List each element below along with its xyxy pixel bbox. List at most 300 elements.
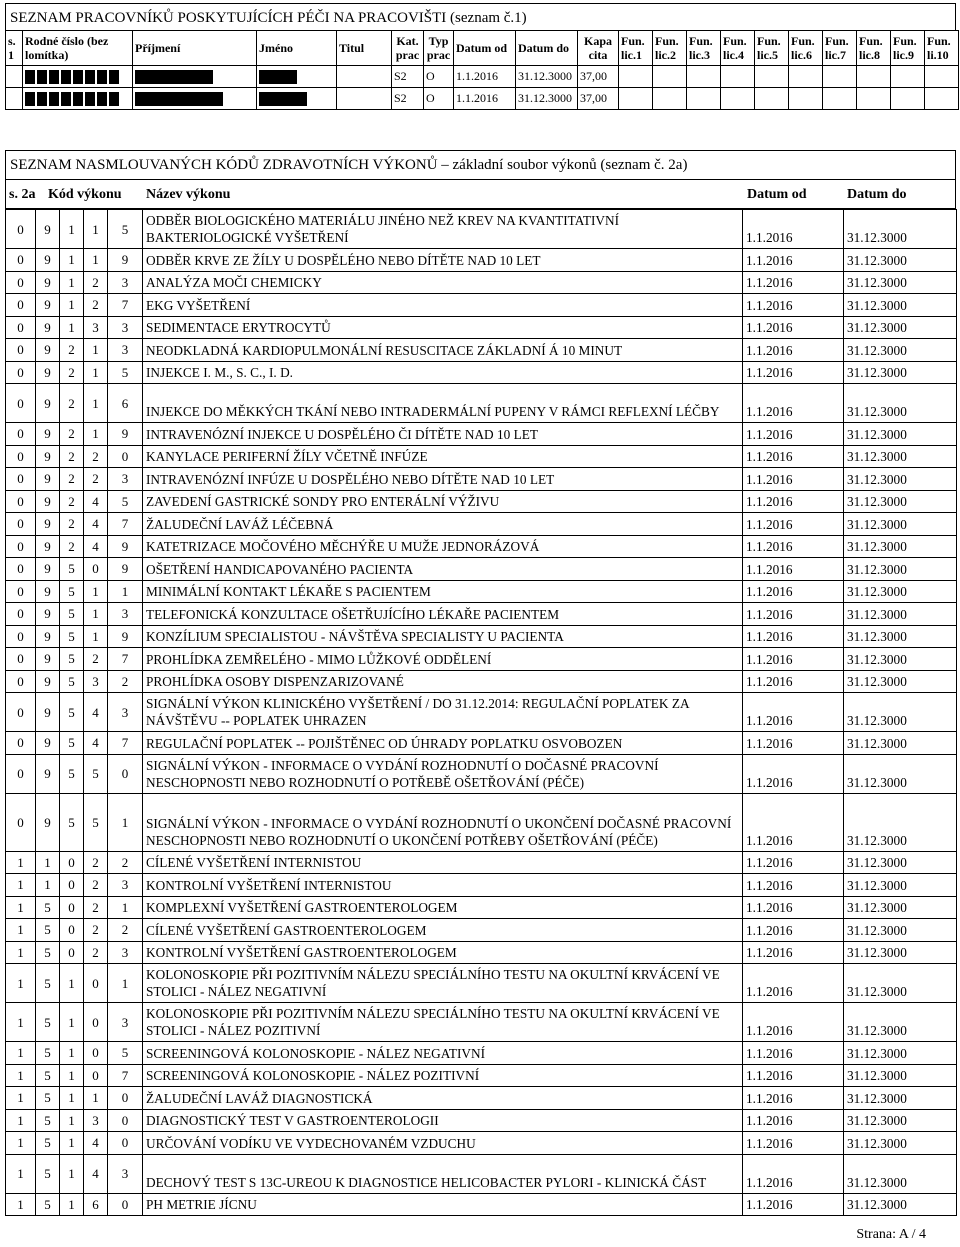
code-digit: 1	[6, 1193, 36, 1216]
datum-do-cell: 31.12.3000	[844, 896, 957, 919]
procedure-row	[6, 384, 957, 423]
procedure-row	[6, 851, 957, 874]
fun-lic-cell	[823, 66, 857, 88]
datum-do-cell: 31.12.3000	[844, 754, 957, 793]
header-rodne-cislo: Rodné číslo (bez lomítka)	[23, 31, 133, 66]
code-digit: 1	[84, 384, 108, 423]
procedure-name: TELEFONICKÁ KONZULTACE OŠETŘUJÍCÍHO LÉKAŘE PACIENTEM	[143, 603, 743, 626]
datum-do-cell: 31.12.3000	[844, 1193, 957, 1216]
code-digit: 4	[84, 693, 108, 732]
code-digit: 0	[6, 603, 36, 626]
code-digit: 9	[108, 535, 143, 558]
datum-od-cell: 1.1.2016	[743, 964, 844, 1003]
header-fun-lic-2: Fun. lic.2	[653, 31, 687, 66]
code-digit: 1	[84, 1087, 108, 1110]
datum-od-cell: 1.1.2016	[743, 1003, 844, 1042]
procedure-row	[6, 445, 957, 468]
code-digit: 1	[6, 1003, 36, 1042]
datum-od-cell: 1.1.2016	[743, 271, 844, 294]
code-digit: 0	[6, 294, 36, 317]
header-nazev-vykonu: Název výkonu	[146, 187, 231, 202]
code-digit: 2	[60, 384, 84, 423]
fun-lic-cell	[653, 88, 687, 110]
code-digit: 5	[36, 1193, 60, 1216]
kapacita-cell: 37,00	[578, 66, 619, 88]
code-digit: 9	[36, 361, 60, 384]
code-digit: 1	[60, 1154, 84, 1193]
datum-od-cell: 1.1.2016	[743, 513, 844, 536]
code-digit: 0	[6, 384, 36, 423]
header-fun-lic-8: Fun. lic.8	[857, 31, 891, 66]
code-digit: 2	[60, 535, 84, 558]
datum-do-cell: 31.12.3000	[844, 851, 957, 874]
fun-lic-cell	[857, 88, 891, 110]
procedure-name: KATETRIZACE MOČOVÉHO MĚCHÝŘE U MUŽE JEDNORÁZOVÁ	[143, 535, 743, 558]
code-digit: 0	[6, 210, 36, 249]
code-digit: 1	[6, 1042, 36, 1065]
header-datum-do: Datum do	[516, 31, 578, 66]
fun-lic-cell	[653, 66, 687, 88]
code-digit: 3	[108, 941, 143, 964]
datum-od-cell: 1.1.2016	[743, 316, 844, 339]
procedure-name: SIGNÁLNÍ VÝKON - INFORMACE O VYDÁNÍ ROZHODNUTÍ O UKONČENÍ DOČASNÉ PRACOVNÍ NESCHOPNOSTI NEBO ROZHODNUTÍ O UKONČENÍ POTŘEBY OŠETŘOVÁNÍ (PÉČE)	[143, 793, 743, 851]
code-digit: 5	[108, 361, 143, 384]
procedure-name: ZAVEDENÍ GASTRICKÉ SONDY PRO ENTERÁLNÍ VÝŽIVU	[143, 490, 743, 513]
code-digit: 5	[60, 580, 84, 603]
procedure-row	[6, 249, 957, 272]
fun-lic-cell	[891, 88, 925, 110]
code-digit: 5	[36, 1087, 60, 1110]
datum-od-cell: 1.1.2016	[743, 445, 844, 468]
code-digit: 9	[36, 670, 60, 693]
datum-od-cell: 1.1.2016	[743, 732, 844, 755]
datum-od-cell: 1.1.2016	[743, 361, 844, 384]
code-digit: 7	[108, 732, 143, 755]
s1-cell	[6, 66, 23, 88]
datum-do-cell: 31.12.3000	[844, 361, 957, 384]
code-digit: 2	[84, 468, 108, 491]
datum-do-cell: 31.12.3000	[844, 793, 957, 851]
header-fun-lic-6: Fun. lic.6	[789, 31, 823, 66]
datum-od-cell: 1.1.2016	[743, 1064, 844, 1087]
datum-do-cell: 31.12.3000	[844, 964, 957, 1003]
code-digit: 2	[60, 513, 84, 536]
code-digit: 5	[36, 1042, 60, 1065]
code-digit: 1	[60, 1042, 84, 1065]
datum-od-cell: 1.1.2016	[743, 1193, 844, 1216]
procedure-name: ŽALUDEČNÍ LAVÁŽ DIAGNOSTICKÁ	[143, 1087, 743, 1110]
datum-do-cell: 31.12.3000	[844, 1109, 957, 1132]
code-digit: 2	[84, 294, 108, 317]
procedure-row	[6, 941, 957, 964]
code-digit: 0	[6, 423, 36, 446]
code-digit: 1	[84, 423, 108, 446]
code-digit: 0	[108, 445, 143, 468]
procedure-name: KONTROLNÍ VYŠETŘENÍ INTERNISTOU	[143, 874, 743, 897]
code-digit: 9	[36, 249, 60, 272]
code-digit: 5	[60, 754, 84, 793]
code-digit: 0	[84, 964, 108, 1003]
datum-od-cell: 1.1.2016	[743, 1109, 844, 1132]
datum-do-cell: 31.12.3000	[844, 271, 957, 294]
header-s1: s. 1	[6, 31, 23, 66]
procedure-row	[6, 1087, 957, 1110]
procedure-row	[6, 754, 957, 793]
procedure-row	[6, 793, 957, 851]
code-digit: 0	[6, 490, 36, 513]
code-digit: 2	[60, 490, 84, 513]
procedure-name: DIAGNOSTICKÝ TEST V GASTROENTEROLOGII	[143, 1109, 743, 1132]
header-s2a: s. 2a	[9, 187, 36, 202]
code-digit: 2	[60, 339, 84, 362]
header-kat: Kat. prac	[392, 31, 424, 66]
code-digit: 9	[36, 490, 60, 513]
code-digit: 5	[36, 941, 60, 964]
datum-od-cell: 1.1.2016	[743, 896, 844, 919]
code-digit: 4	[84, 1154, 108, 1193]
procedures-table-header	[5, 179, 956, 209]
procedure-name: SIGNÁLNÍ VÝKON KLINICKÉHO VYŠETŘENÍ / DO 31.12.2014: REGULAČNÍ POPLATEK ZA NÁVŠTĚVU -- POPLATEK UHRAZEN	[143, 693, 743, 732]
datum-od-cell: 1.1.2016	[743, 384, 844, 423]
datum-do-cell: 31.12.3000	[844, 339, 957, 362]
code-digit: 0	[6, 535, 36, 558]
code-digit: 1	[36, 874, 60, 897]
code-digit: 0	[6, 648, 36, 671]
datum-do-cell: 31.12.3000	[844, 210, 957, 249]
s1-cell	[6, 88, 23, 110]
code-digit: 5	[36, 1003, 60, 1042]
datum-od-cell: 1.1.2016	[454, 88, 516, 110]
prijmeni-redacted	[133, 88, 257, 110]
procedure-row	[6, 732, 957, 755]
header-fun-lic-5: Fun. lic.5	[755, 31, 789, 66]
fun-lic-cell	[619, 88, 653, 110]
datum-do-cell: 31.12.3000	[844, 1132, 957, 1155]
code-digit: 1	[60, 294, 84, 317]
code-digit: 5	[36, 896, 60, 919]
code-digit: 0	[6, 670, 36, 693]
procedure-row	[6, 648, 957, 671]
code-digit: 5	[84, 793, 108, 851]
code-digit: 0	[6, 625, 36, 648]
code-digit: 3	[108, 271, 143, 294]
code-digit: 9	[108, 625, 143, 648]
datum-do-cell: 31.12.3000	[844, 490, 957, 513]
procedure-row	[6, 423, 957, 446]
code-digit: 6	[84, 1193, 108, 1216]
procedure-row	[6, 603, 957, 626]
procedure-name: SCREENINGOVÁ KOLONOSKOPIE - NÁLEZ NEGATIVNÍ	[143, 1042, 743, 1065]
code-digit: 0	[6, 271, 36, 294]
code-digit: 3	[108, 468, 143, 491]
datum-do-cell: 31.12.3000	[844, 316, 957, 339]
code-digit: 2	[108, 851, 143, 874]
procedure-row	[6, 896, 957, 919]
procedure-name: SEDIMENTACE ERYTROCYTŮ	[143, 316, 743, 339]
code-digit: 4	[84, 1132, 108, 1155]
code-digit: 9	[36, 271, 60, 294]
code-digit: 0	[6, 513, 36, 536]
code-digit: 9	[36, 693, 60, 732]
code-digit: 7	[108, 513, 143, 536]
procedure-name: EKG VYŠETŘENÍ	[143, 294, 743, 317]
code-digit: 0	[6, 793, 36, 851]
code-digit: 1	[60, 1109, 84, 1132]
code-digit: 1	[84, 580, 108, 603]
procedure-row	[6, 535, 957, 558]
code-digit: 0	[84, 1042, 108, 1065]
procedure-row	[6, 1109, 957, 1132]
code-digit: 1	[108, 896, 143, 919]
code-digit: 1	[84, 339, 108, 362]
datum-do-cell: 31.12.3000	[844, 468, 957, 491]
code-digit: 1	[84, 603, 108, 626]
fun-lic-cell	[823, 88, 857, 110]
code-digit: 3	[108, 316, 143, 339]
procedure-name: PROHLÍDKA OSOBY DISPENZARIZOVANÉ	[143, 670, 743, 693]
datum-do-cell: 31.12.3000	[844, 294, 957, 317]
code-digit: 9	[36, 580, 60, 603]
procedure-row	[6, 1042, 957, 1065]
code-digit: 1	[6, 1132, 36, 1155]
code-digit: 0	[60, 919, 84, 942]
code-digit: 9	[36, 558, 60, 581]
fun-lic-cell	[891, 66, 925, 88]
code-digit: 5	[36, 919, 60, 942]
page-number: Strana: A / 4	[856, 1227, 926, 1242]
code-digit: 1	[60, 1193, 84, 1216]
code-digit: 1	[6, 1064, 36, 1087]
code-digit: 9	[36, 445, 60, 468]
fun-lic-cell	[755, 88, 789, 110]
fun-lic-cell	[619, 66, 653, 88]
code-digit: 3	[84, 670, 108, 693]
datum-od-cell: 1.1.2016	[743, 693, 844, 732]
code-digit: 1	[108, 580, 143, 603]
datum-do-cell: 31.12.3000	[844, 1154, 957, 1193]
code-digit: 4	[84, 490, 108, 513]
code-digit: 3	[108, 1003, 143, 1042]
datum-do-cell: 31.12.3000	[844, 693, 957, 732]
code-digit: 0	[6, 445, 36, 468]
datum-od-cell: 1.1.2016	[743, 558, 844, 581]
datum-od-cell: 1.1.2016	[743, 1154, 844, 1193]
datum-od-cell: 1.1.2016	[743, 941, 844, 964]
datum-do-cell: 31.12.3000	[844, 558, 957, 581]
code-digit: 1	[60, 249, 84, 272]
code-digit: 5	[60, 603, 84, 626]
code-digit: 7	[108, 294, 143, 317]
procedure-row	[6, 361, 957, 384]
datum-do-cell: 31.12.3000	[844, 423, 957, 446]
code-digit: 5	[108, 490, 143, 513]
procedure-name: KONTROLNÍ VYŠETŘENÍ GASTROENTEROLOGEM	[143, 941, 743, 964]
procedure-name: PH METRIE JÍCNU	[143, 1193, 743, 1216]
code-digit: 0	[60, 941, 84, 964]
code-digit: 0	[6, 558, 36, 581]
code-digit: 5	[60, 670, 84, 693]
datum-od-cell: 1.1.2016	[743, 670, 844, 693]
procedure-row	[6, 1193, 957, 1216]
procedure-name: DECHOVÝ TEST S 13C-UREOU K DIAGNOSTICE HELICOBACTER PYLORI - KLINICKÁ ČÁST	[143, 1154, 743, 1193]
titul-cell	[337, 88, 392, 110]
code-digit: 5	[36, 1064, 60, 1087]
code-digit: 9	[36, 513, 60, 536]
procedure-row	[6, 964, 957, 1003]
code-digit: 9	[36, 384, 60, 423]
code-digit: 1	[6, 896, 36, 919]
procedure-name: KOLONOSKOPIE PŘI POZITIVNÍM NÁLEZU SPECIÁLNÍHO TESTU NA OKULTNÍ KRVÁCENÍ VE STOLICI - NÁLEZ POZITIVNÍ	[143, 1003, 743, 1042]
code-digit: 5	[60, 793, 84, 851]
header-kapacita: Kapa cita	[578, 31, 619, 66]
datum-do-cell: 31.12.3000	[844, 445, 957, 468]
procedures-table	[5, 209, 957, 1216]
code-digit: 5	[36, 964, 60, 1003]
code-digit: 0	[60, 874, 84, 897]
procedure-row	[6, 1132, 957, 1155]
code-digit: 2	[60, 361, 84, 384]
code-digit: 1	[84, 625, 108, 648]
datum-do-cell: 31.12.3000	[844, 648, 957, 671]
code-digit: 2	[60, 445, 84, 468]
datum-do-cell: 31.12.3000	[844, 580, 957, 603]
kapacita-cell: 37,00	[578, 88, 619, 110]
datum-do-cell: 31.12.3000	[844, 249, 957, 272]
code-digit: 1	[60, 1087, 84, 1110]
code-digit: 1	[60, 316, 84, 339]
code-digit: 2	[84, 874, 108, 897]
procedure-name: INJEKCE I. M., S. C., I. D.	[143, 361, 743, 384]
procedure-row	[6, 558, 957, 581]
code-digit: 0	[6, 339, 36, 362]
datum-do-cell: 31.12.3000	[844, 625, 957, 648]
procedure-name: SIGNÁLNÍ VÝKON - INFORMACE O VYDÁNÍ ROZHODNUTÍ O DOČASNÉ PRACOVNÍ NESCHOPNOSTI NEBO ROZHODNUTÍ O POTŘEBĚ OŠETŘOVÁNÍ (PÉČE)	[143, 754, 743, 793]
procedure-name: INJEKCE DO MĚKKÝCH TKÁNÍ NEBO INTRADERMÁLNÍ PUPENY V RÁMCI REFLEXNÍ LÉČBY	[143, 384, 743, 423]
datum-od-cell: 1.1.2016	[743, 249, 844, 272]
procedure-name: INTRAVENÓZNÍ INFÚZE U DOSPĚLÉHO NEBO DÍTĚTE NAD 10 LET	[143, 468, 743, 491]
datum-od-cell: 1.1.2016	[743, 535, 844, 558]
code-digit: 3	[108, 603, 143, 626]
code-digit: 1	[60, 1132, 84, 1155]
code-digit: 2	[60, 423, 84, 446]
code-digit: 5	[84, 754, 108, 793]
datum-od-cell: 1.1.2016	[743, 754, 844, 793]
code-digit: 5	[60, 693, 84, 732]
code-digit: 5	[36, 1132, 60, 1155]
code-digit: 2	[84, 445, 108, 468]
datum-do-cell: 31.12.3000	[844, 535, 957, 558]
datum-do-cell: 31.12.3000	[844, 732, 957, 755]
rodne-cislo-redacted	[23, 88, 133, 110]
titul-cell	[337, 66, 392, 88]
header-datum-do: Datum do	[847, 187, 907, 202]
procedure-name: KOMPLEXNÍ VYŠETŘENÍ GASTROENTEROLOGEM	[143, 896, 743, 919]
code-digit: 1	[6, 1154, 36, 1193]
code-digit: 5	[36, 1109, 60, 1132]
code-digit: 5	[60, 648, 84, 671]
fun-lic-cell	[721, 66, 755, 88]
code-digit: 1	[36, 851, 60, 874]
code-digit: 9	[108, 423, 143, 446]
code-digit: 3	[84, 1109, 108, 1132]
prijmeni-redacted	[133, 66, 257, 88]
code-digit: 5	[60, 625, 84, 648]
procedure-name: ODBĚR BIOLOGICKÉHO MATERIÁLU JINÉHO NEŽ KREV NA KVANTITATIVNÍ BAKTERIOLOGICKÉ VYŠETŘENÍ	[143, 210, 743, 249]
datum-do-cell: 31.12.3000	[844, 1087, 957, 1110]
datum-do-cell: 31.12.3000	[844, 941, 957, 964]
datum-od-cell: 1.1.2016	[743, 603, 844, 626]
datum-od-cell: 1.1.2016	[743, 1042, 844, 1065]
procedure-name: NEODKLADNÁ KARDIOPULMONÁLNÍ RESUSCITACE ZÁKLADNÍ Á 10 MINUT	[143, 339, 743, 362]
header-kod-vykonu: Kód výkonu	[48, 187, 122, 202]
datum-do-cell: 31.12.3000	[844, 1003, 957, 1042]
datum-do-cell: 31.12.3000	[844, 603, 957, 626]
procedure-row	[6, 1003, 957, 1042]
procedure-row	[6, 490, 957, 513]
fun-lic-cell	[857, 66, 891, 88]
code-digit: 0	[84, 1003, 108, 1042]
datum-od-cell: 1.1.2016	[743, 210, 844, 249]
code-digit: 0	[84, 558, 108, 581]
datum-do-cell: 31.12.3000	[844, 919, 957, 942]
code-digit: 9	[36, 316, 60, 339]
fun-lic-cell	[789, 66, 823, 88]
datum-do-cell: 31.12.3000	[516, 88, 578, 110]
datum-do-cell: 31.12.3000	[844, 670, 957, 693]
code-digit: 1	[6, 1109, 36, 1132]
procedure-row	[6, 339, 957, 362]
code-digit: 1	[6, 874, 36, 897]
code-digit: 2	[108, 670, 143, 693]
code-digit: 2	[108, 919, 143, 942]
header-datum-od: Datum od	[747, 187, 807, 202]
procedure-row	[6, 1154, 957, 1193]
datum-do-cell: 31.12.3000	[844, 1042, 957, 1065]
kat-cell: S2	[392, 88, 424, 110]
procedure-name: INTRAVENÓZNÍ INJEKCE U DOSPĚLÉHO ČI DÍTĚTE NAD 10 LET	[143, 423, 743, 446]
fun-lic-cell	[687, 66, 721, 88]
code-digit: 2	[84, 271, 108, 294]
code-digit: 0	[84, 1064, 108, 1087]
code-digit: 4	[84, 732, 108, 755]
datum-do-cell: 31.12.3000	[844, 1064, 957, 1087]
document-page	[5, 3, 956, 1216]
datum-do-cell: 31.12.3000	[844, 384, 957, 423]
procedure-name: REGULAČNÍ POPLATEK -- POJIŠTĚNEC OD ÚHRADY POPLATKU OSVOBOZEN	[143, 732, 743, 755]
code-digit: 9	[36, 210, 60, 249]
code-digit: 0	[108, 1193, 143, 1216]
header-prijmeni: Příjmení	[133, 31, 257, 66]
procedure-name: PROHLÍDKA ZEMŘELÉHO - MIMO LŮŽKOVÉ ODDĚLENÍ	[143, 648, 743, 671]
code-digit: 9	[36, 648, 60, 671]
code-digit: 2	[84, 896, 108, 919]
procedure-row	[6, 670, 957, 693]
code-digit: 3	[84, 316, 108, 339]
header-titul: Titul	[337, 31, 392, 66]
code-digit: 1	[60, 964, 84, 1003]
code-digit: 1	[6, 851, 36, 874]
header-fun-lic-7: Fun. lic.7	[823, 31, 857, 66]
code-digit: 1	[60, 210, 84, 249]
header-fun-lic-4: Fun. lic.4	[721, 31, 755, 66]
rodne-cislo-redacted	[23, 66, 133, 88]
datum-od-cell: 1.1.2016	[743, 625, 844, 648]
header-fun-lic-1: Fun. lic.1	[619, 31, 653, 66]
procedure-name: KOLONOSKOPIE PŘI POZITIVNÍM NÁLEZU SPECIÁLNÍHO TESTU NA OKULTNÍ KRVÁCENÍ VE STOLICI - NÁLEZ NEGATIVNÍ	[143, 964, 743, 1003]
code-digit: 0	[6, 693, 36, 732]
code-digit: 2	[84, 851, 108, 874]
code-digit: 0	[6, 580, 36, 603]
